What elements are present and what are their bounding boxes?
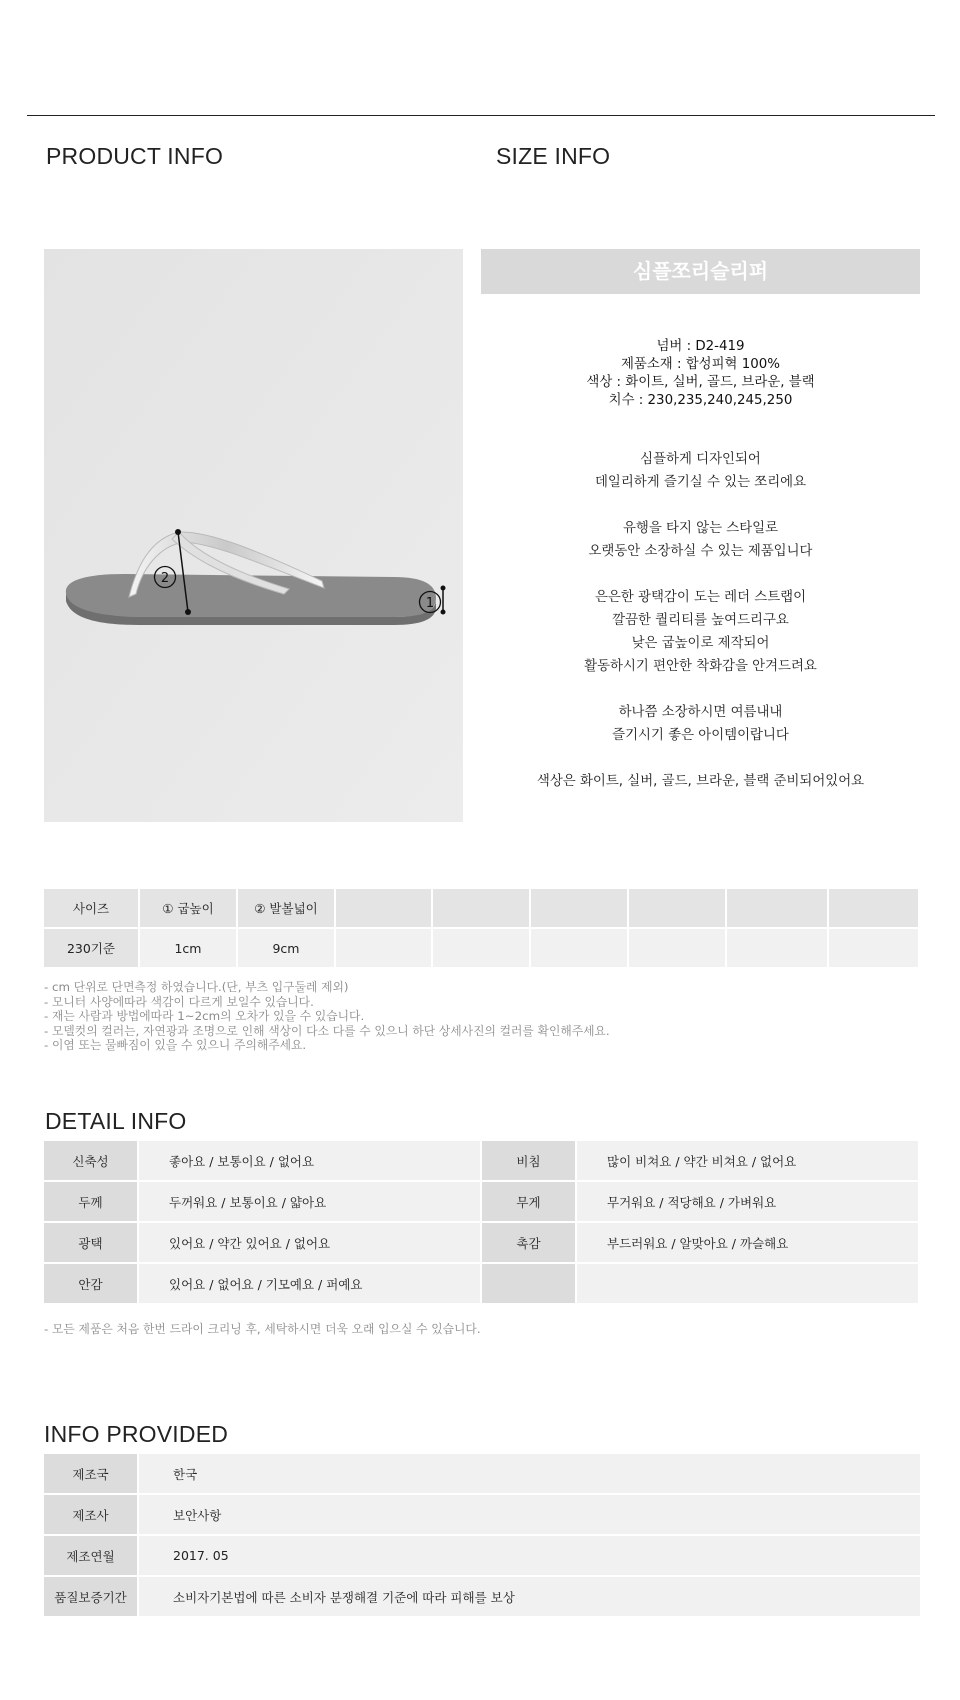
product-name-banner: 심플쪼리슬리퍼 (481, 249, 920, 294)
info-value: 보안사항 (139, 1495, 920, 1536)
size-header-cell (336, 889, 433, 929)
spec-model-number: 넘버 : D2-419 (656, 339, 745, 354)
detail-label: 광택 (44, 1223, 139, 1264)
info-provided-heading: INFO PROVIDED (44, 1421, 229, 1447)
detail-value: 부드러워요 / 알맞아요 / 까슬해요 (577, 1223, 920, 1264)
size-note: - 재는 사람과 방법에따라 1~2cm의 오차가 있을 수 있습니다. (44, 1009, 365, 1023)
description-line: 낮은 굽높이로 제작되어 (631, 636, 770, 651)
table-row (44, 1223, 920, 1264)
size-header-cell (829, 889, 920, 929)
spec-colors: 색상 : 화이트, 실버, 골드, 브라운, 블랙 (586, 375, 815, 390)
size-row-label: 230기준 (44, 929, 140, 969)
size-header-cell (433, 889, 531, 929)
detail-value: 두꺼워요 / 보통이요 / 얇아요 (139, 1182, 482, 1223)
detail-value: 있어요 / 없어요 / 기모예요 / 퍼예요 (139, 1264, 482, 1305)
product-description (481, 448, 920, 793)
size-note: - 모니터 사양에따라 색감이 다르게 보일수 있습니다. (44, 994, 314, 1009)
detail-label: 무게 (482, 1182, 577, 1223)
detail-label: 신축성 (44, 1141, 139, 1182)
description-line: 활동하시기 편안한 착화감을 안겨드려요 (584, 659, 817, 674)
spec-material: 제품소재 : 합성피혁 100% (620, 357, 781, 372)
info-value: 한국 (139, 1454, 920, 1495)
description-line: 데일리하게 즐기실 수 있는 쪼리에요 (594, 475, 807, 490)
description-line: 깔끔한 퀄리티를 높여드리구요 (612, 613, 789, 628)
detail-value (577, 1264, 920, 1305)
description-line: 유행을 타지 않는 스타일로 (622, 521, 779, 536)
description-line: 심플하게 디자인되어 (640, 452, 761, 467)
size-table (44, 889, 920, 969)
size-cell (629, 929, 727, 969)
size-table-header (44, 889, 920, 929)
marker-2: 2 (160, 571, 170, 586)
detail-value: 있어요 / 약간 있어요 / 없어요 (139, 1223, 482, 1264)
detail-label: 두께 (44, 1182, 139, 1223)
table-row (44, 1454, 920, 1495)
detail-value: 많이 비쳐요 / 약간 비쳐요 / 없어요 (577, 1141, 920, 1182)
detail-value: 무거워요 / 적당해요 / 가벼워요 (577, 1182, 920, 1223)
size-cell: 9cm (238, 929, 336, 969)
detail-label: 안감 (44, 1264, 139, 1305)
size-info-heading: SIZE INFO (496, 143, 611, 169)
detail-table (44, 1141, 920, 1305)
detail-label: 촉감 (482, 1223, 577, 1264)
size-header-cell: ① 굽높이 (140, 889, 238, 929)
flip-flop-illustration (44, 249, 463, 822)
table-row (44, 1264, 920, 1305)
size-header-cell (727, 889, 829, 929)
size-notes (44, 980, 610, 1053)
product-specs (481, 338, 920, 410)
product-photo (44, 249, 463, 822)
info-label: 제조사 (44, 1495, 139, 1536)
size-cell (531, 929, 629, 969)
detail-note: - 모든 제품은 처음 한번 드라이 크리닝 후, 세탁하시면 더욱 오래 입으실 수 있습니다. (44, 1322, 481, 1336)
detail-label (482, 1264, 577, 1305)
size-cell (336, 929, 433, 969)
info-value: 소비자기본법에 따른 소비자 분쟁해결 기준에 따라 피해를 보상 (139, 1577, 920, 1618)
description-line: 은은한 광택감이 도는 레더 스트랩이 (594, 590, 807, 605)
table-row (44, 929, 920, 969)
size-header-cell: ② 발볼넓이 (238, 889, 336, 929)
size-note: - 이염 또는 물빠짐이 있을 수 있으니 주의해주세요. (44, 1038, 307, 1052)
detail-value: 좋아요 / 보통이요 / 없어요 (139, 1141, 482, 1182)
size-cell (829, 929, 920, 969)
product-info-heading: PRODUCT INFO (46, 143, 224, 169)
description-line: 색상은 화이트, 실버, 골드, 브라운, 블랙 준비되어있어요 (536, 774, 865, 789)
table-row (44, 1182, 920, 1223)
info-provided-table (44, 1454, 920, 1618)
table-row (44, 1536, 920, 1577)
table-row (44, 1495, 920, 1536)
top-divider (27, 115, 935, 116)
size-header-cell (531, 889, 629, 929)
description-line: 즐기시기 좋은 아이템이랍니다 (612, 728, 789, 743)
info-label: 제조국 (44, 1454, 139, 1495)
size-header-cell: 사이즈 (44, 889, 140, 929)
detail-label: 비침 (482, 1141, 577, 1182)
info-label: 제조연월 (44, 1536, 139, 1577)
description-line: 하나쯤 소장하시면 여름내내 (618, 705, 783, 720)
table-row (44, 1141, 920, 1182)
table-row (44, 1577, 920, 1618)
size-header-cell (629, 889, 727, 929)
info-label: 품질보증기간 (44, 1577, 139, 1618)
marker-1: 1 (425, 596, 435, 611)
size-note: - 모델컷의 컬러는, 자연광과 조명으로 인해 색상이 다소 다를 수 있으니 하단 상세사진의 컬러를 확인해주세요. (44, 1023, 610, 1038)
info-value: 2017. 05 (139, 1536, 920, 1577)
detail-info-heading: DETAIL INFO (45, 1108, 187, 1134)
size-cell: 1cm (140, 929, 238, 969)
size-cell (433, 929, 531, 969)
size-cell (727, 929, 829, 969)
description-line: 오랫동안 소장하실 수 있는 제품입니다 (588, 544, 813, 559)
spec-sizes: 치수 : 230,235,240,245,250 (608, 393, 793, 408)
size-note: - cm 단위로 단면측정 하였습니다.(단, 부츠 입구둘레 제외) (44, 980, 349, 994)
